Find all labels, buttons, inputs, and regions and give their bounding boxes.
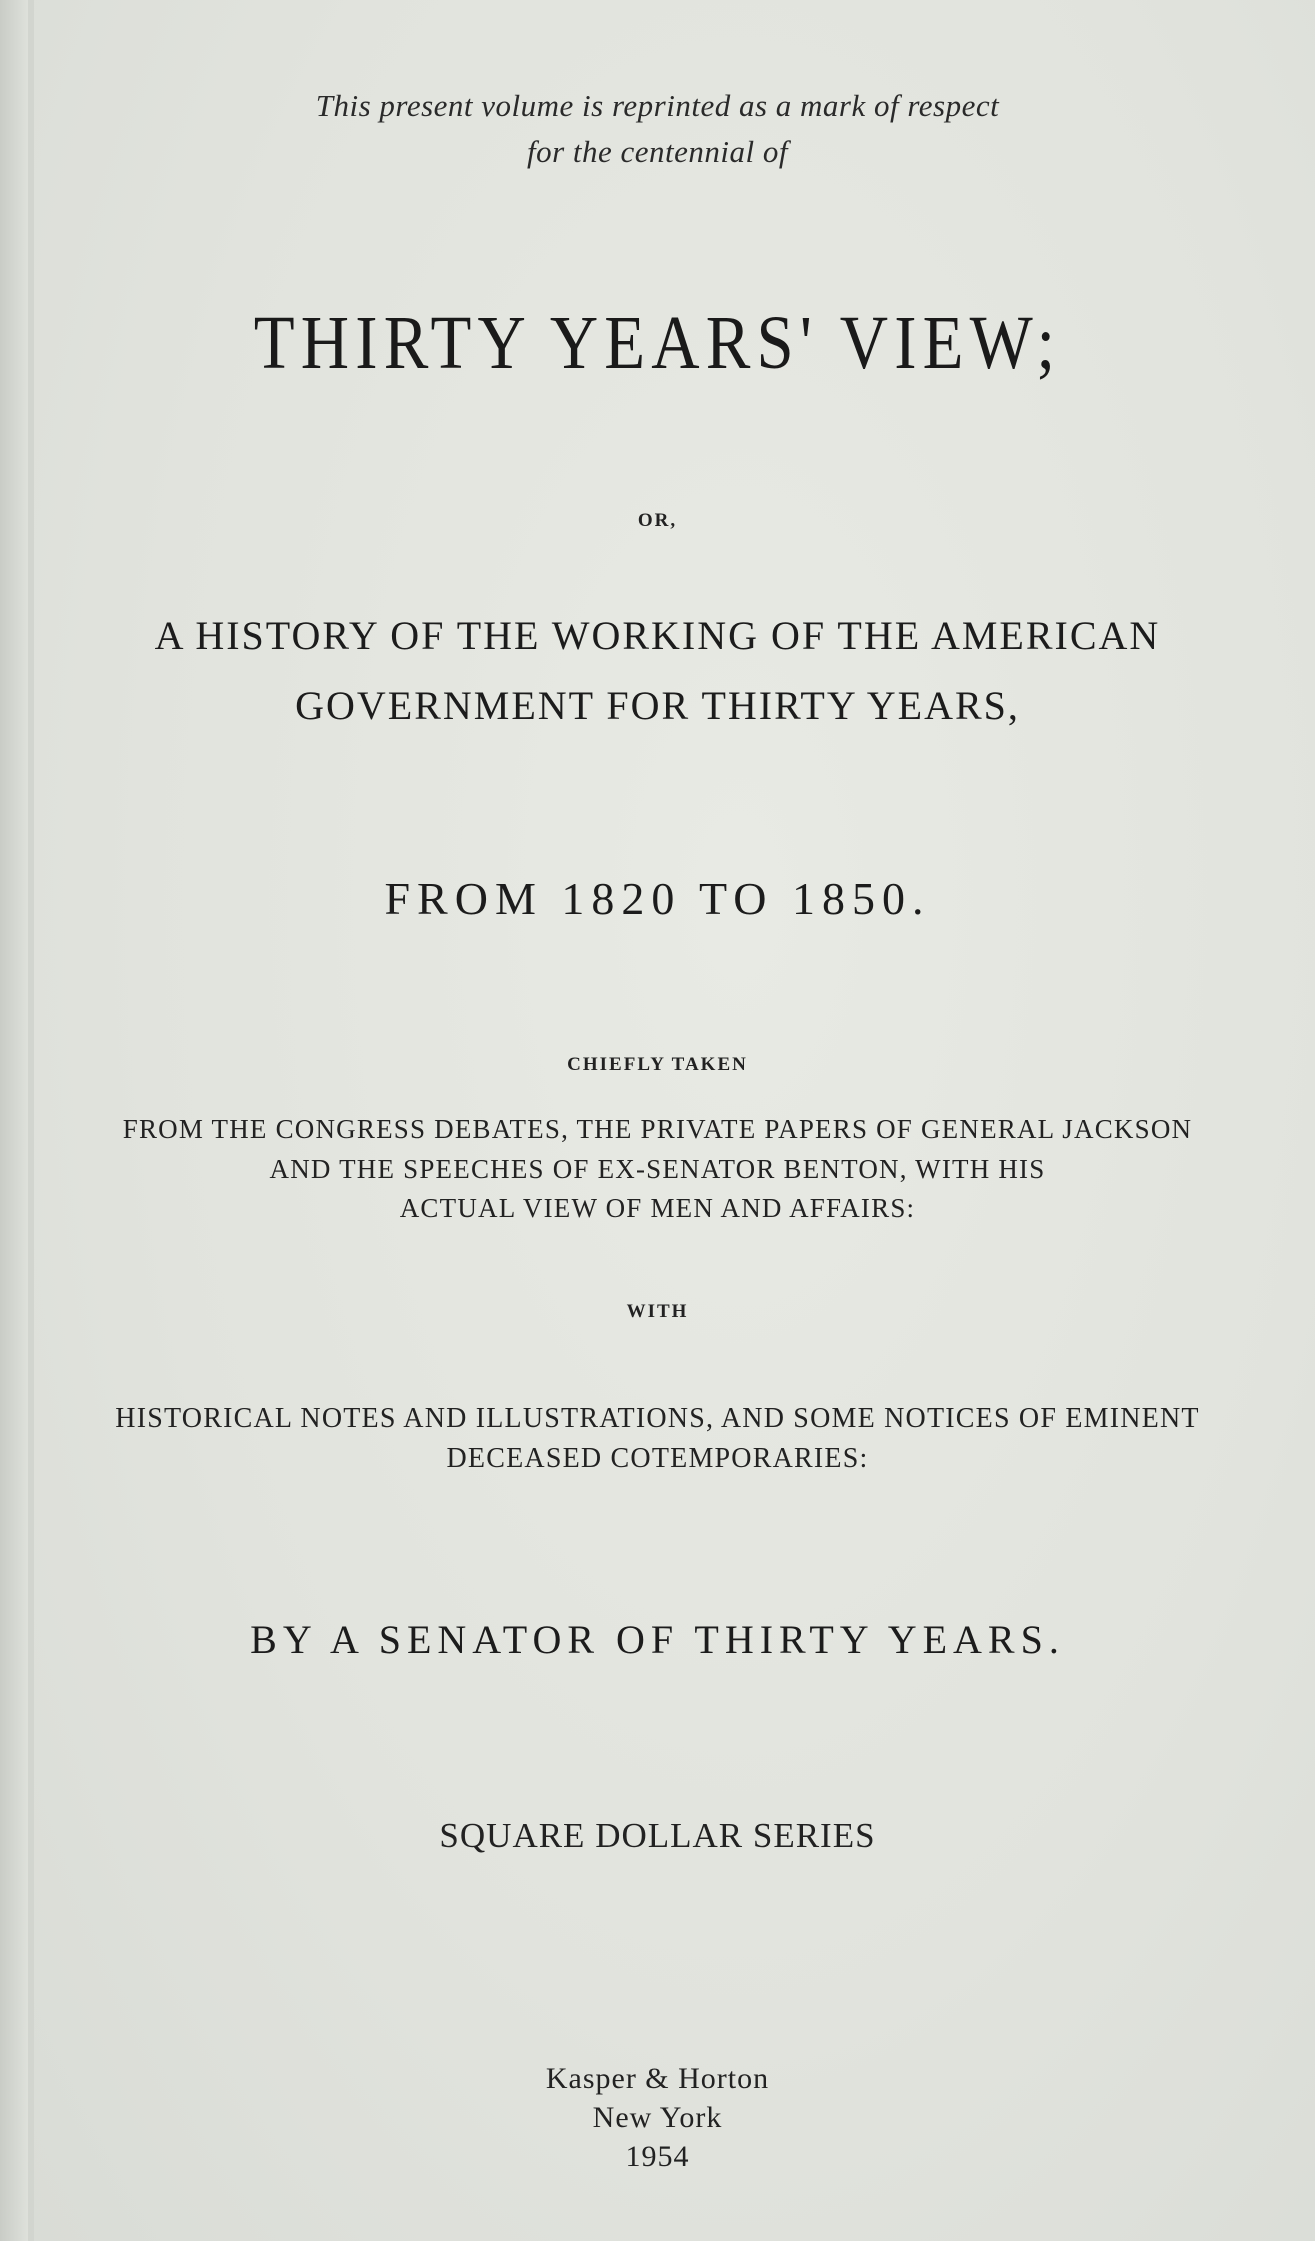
author-line: BY A SENATOR OF THIRTY YEARS. [250,1617,1065,1662]
publisher-city: New York [592,2101,723,2134]
notes-line-2: DECEASED COTEMPORARIES: [446,1443,869,1474]
book-title: THIRTY YEARS' VIEW; [253,301,1062,385]
subtitle-line-1: A HISTORY OF THE WORKING OF THE AMERICAN [154,613,1161,658]
dedication-line-2: for the centennial of [526,134,789,169]
series-name: SQUARE DOLLAR SERIES [439,1816,876,1855]
notes-line-1: HISTORICAL NOTES AND ILLUSTRATIONS, AND SOME NOTICES OF EMINENT [115,1403,1200,1434]
subtitle-line-2: GOVERNMENT FOR THIRTY YEARS, [295,683,1020,728]
chiefly-taken-label: CHIEFLY TAKEN [567,1054,748,1075]
publication-year: 1954 [625,2140,690,2173]
sources-line-2: AND THE SPEECHES OF EX-SENATOR BENTON, WITH HIS [269,1154,1046,1184]
date-range: FROM 1820 TO 1850. [384,873,931,924]
publisher-name: Kasper & Horton [545,2062,770,2095]
dedication-line-1: This present volume is reprinted as a mark of respect [315,88,1000,123]
with-label: WITH [626,1301,689,1322]
sources-line-3: ACTUAL VIEW OF MEN AND AFFAIRS: [399,1193,916,1223]
or-connector: OR, [637,510,678,531]
sources-line-1: FROM THE CONGRESS DEBATES, THE PRIVATE PAPERS OF GENERAL JACKSON [122,1114,1193,1144]
